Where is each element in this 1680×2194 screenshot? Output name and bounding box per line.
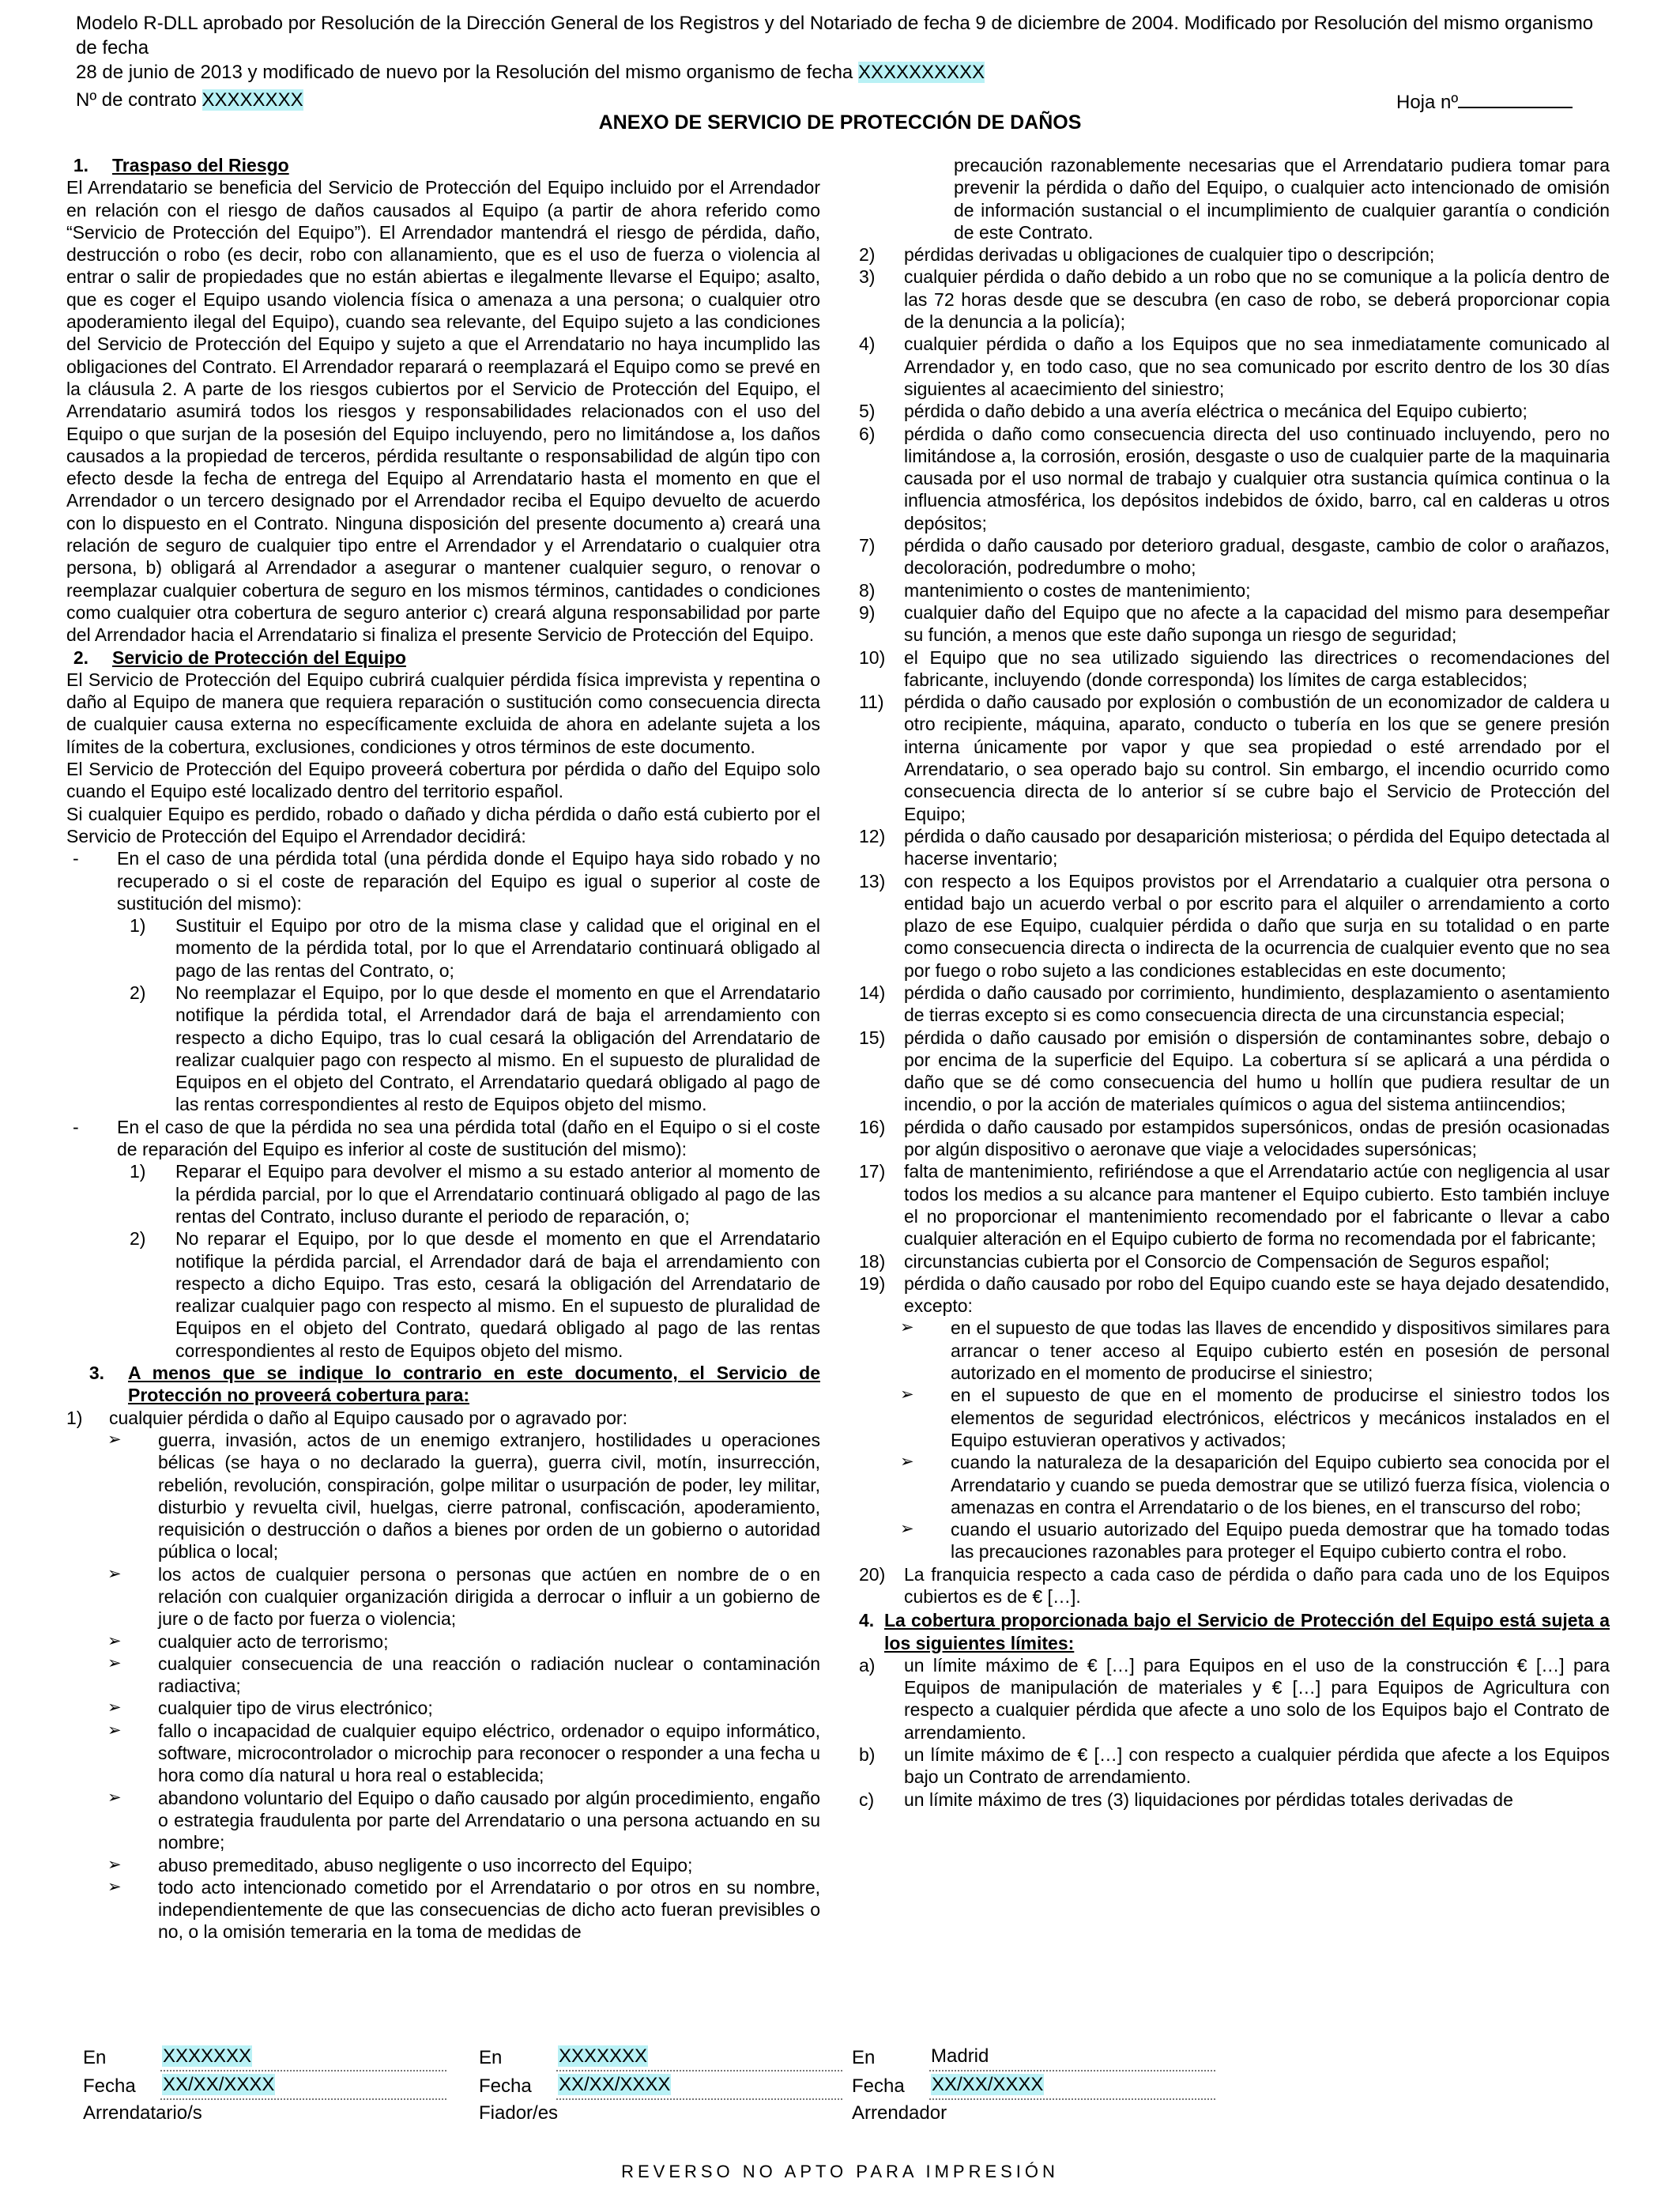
list-item (66, 1429, 820, 1563)
list-number: 1) (130, 1161, 146, 1182)
list-item (859, 1451, 1610, 1518)
list-item (859, 1027, 1610, 1116)
list-item (859, 266, 1610, 333)
section-1-heading (66, 154, 820, 176)
list-number: 19) (859, 1272, 886, 1294)
exclusion-numbered-list (859, 243, 1610, 1317)
list-item-text: en el supuesto de que en el momento de producirse el siniestro todos los elementos de seguridad electrónicos, eléctricos y mecánicos instalados en el Equipo estuvieran operativos y activados; (951, 1385, 1610, 1450)
place-label: En (852, 2047, 876, 2068)
list-item (66, 1160, 820, 1227)
list-item-text: mantenimiento o costes de mantenimiento; (904, 579, 1251, 601)
arrow-bullet-icon: ➢ (107, 1564, 122, 1583)
list-number: 14) (859, 982, 886, 1003)
list-item-text: circunstancias cubierta por el Consorcio de Compensación de Seguros español; (904, 1250, 1550, 1272)
dash-marker: - (73, 1116, 79, 1137)
list-item-text: fallo o incapacidad de cualquier equipo eléctrico, ordenador o equipo informático, software, microcontrolador o microchip para reconocer o responder a una fecha u hora como día natural u hora real o establecida; (158, 1720, 820, 1786)
list-item (859, 534, 1610, 579)
list-item-text: el Equipo que no sea utilizado siguiendo las directrices o recomendaciones del fabricante, incluyendo (donde corresponda) los límites de carga establecidos; (904, 647, 1610, 690)
list-item-text: guerra, invasión, actos de un enemigo extranjero, hostilidades u operaciones bélicas (se haya o no declarado la guerra), guerra civil, motín, insurrección, rebelión, revolución, conspiración, golpe militar o usurpación de poder, ley militar, disturbio y revuelta civil, huelgas, cierre patronal, confiscación, apoderamiento, requisición o destrucción o daños a bienes por orden de un gobierno o autoridad pública o local; (158, 1429, 820, 1563)
list-number: 2) (130, 982, 146, 1003)
limits-list (859, 1654, 1610, 1811)
section-4-heading (859, 1609, 1610, 1654)
list-item (66, 1854, 820, 1876)
list-number: 5) (859, 401, 876, 422)
list-item (66, 1630, 820, 1653)
document-title: ANEXO DE SERVICIO DE PROTECCIÓN DE DAÑOS (598, 111, 1082, 134)
dash-marker: - (73, 848, 79, 869)
list-number: 2) (130, 1228, 146, 1250)
list-item-text: No reemplazar el Equipo, por lo que desde el momento en que el Arrendatario notifique la pérdida total, el Arrendador dará de baja el arrendamiento con respecto a dicho Equipo, tras lo cual cesará la obligación del Arrendatario de realizar cualquier pago con respecto al mismo. En el supuesto de pluralidad de Equipos en el objeto del Contrato, el Arrendatario quedará obligado al pago de las rentas correspondientes al resto de Equipos objeto del mismo. (175, 982, 820, 1115)
list-number: 12) (859, 825, 886, 846)
arrow-bullet-icon: ➢ (107, 1877, 122, 1896)
left-column (66, 154, 820, 1988)
section-title: Servicio de Protección del Equipo (112, 647, 406, 668)
list-item-text: un límite máximo de € […] para Equipos en el uso de la construcción € […] para Equipos de manipulación de materiales y € […] para Equipos de Agricultura con respecto a cualquier pérdida que afecte a uno solo de los Equipos bajo el Contrato de arrendamiento. (904, 1654, 1610, 1743)
place-value: XXXXXXX (163, 2045, 252, 2067)
contract-value: XXXXXXXX (202, 89, 303, 111)
section-title: A menos que se indique lo contrario en este documento, el Servicio de Protección no proveerá cobertura para: (128, 1363, 820, 1406)
list-item (859, 1384, 1610, 1451)
list-number: 6) (859, 423, 876, 444)
list-item-text: todo acto intencionado cometido por el Arrendatario o por otros en su nombre, independientemente de que las consecuencias de dicho acto fueran previsibles o no, o la omisión temeraria en la toma de medidas de (158, 1876, 820, 1943)
contract-label: Nº de contrato (76, 89, 202, 111)
list-item-text: La franquicia respecto a cada caso de pérdida o daño para cada uno de los Equipos cubiertos es de € […]. (904, 1563, 1610, 1607)
place-value: Madrid (931, 2045, 989, 2067)
arrow-bullet-icon: ➢ (900, 1520, 914, 1539)
list-number: 11) (859, 692, 884, 713)
list-item-text: cuando la naturaleza de la desaparición del Equipo cubierto sea conocida por el Arrendatario y cuando se pueda demostrar que se utilizó fuerza física, violencia o amenazas en contra el Arrendatario o de los bienes, en el transcurso del robo; (951, 1452, 1610, 1517)
list-item-text: en el supuesto de que todas las llaves de encendido y dispositivos similares para arrancar o tener acceso al Equipo cubierto estén en posesión de personal autorizado en el momento de producirse el siniestro; (951, 1318, 1610, 1384)
header-date-placeholder: XXXXXXXXXX (857, 62, 985, 83)
date-field[interactable] (556, 2071, 842, 2100)
arrow-bullet-icon: ➢ (900, 1453, 914, 1472)
section-number: 3. (89, 1363, 104, 1384)
arrow-bullet-icon: ➢ (107, 1788, 122, 1807)
list-item-text: En el caso de que la pérdida no sea una pérdida total (daño en el Equipo o si el coste de reparación del Equipo es inferior al coste de sustitución del mismo): (117, 1116, 820, 1160)
list-item (859, 691, 1610, 825)
list-item (66, 1227, 820, 1362)
list-item-text: cualquier pérdida o daño debido a un robo que no se comunique a la policía dentro de las 72 horas desde que se descubra (en caso de robo, se deberá proporcionar copia de la denuncia a la policía); (904, 266, 1610, 333)
place-value: XXXXXXX (559, 2045, 648, 2067)
arrow-bullet-icon: ➢ (900, 1318, 914, 1337)
arrow-bullet-icon: ➢ (107, 1631, 122, 1650)
list-number: 2) (859, 244, 876, 266)
sheet-number (1396, 89, 1573, 114)
arrow-bullet-icon: ➢ (107, 1855, 122, 1874)
place-field[interactable] (929, 2043, 1215, 2071)
list-item-text: pérdida o daño causado por estampidos supersónicos, ondas de presión ocasionadas por algún dispositivo o aeronave que viaje a velocidades supersónicas; (904, 1116, 1610, 1160)
list-number: 1) (66, 1407, 83, 1428)
list-item-text: pérdidas derivadas u obligaciones de cualquier tipo o descripción; (904, 244, 1435, 266)
list-item-text: un límite máximo de € […] con respecto a cualquier pérdida que afecte a los Equipos bajo un Contrato de arrendamiento. (904, 1744, 1610, 1788)
list-item (859, 400, 1610, 422)
date-label: Fecha (479, 2075, 532, 2097)
list-item-text: pérdida o daño causado por explosión o combustión de un economizador de caldera u otro recipiente, máquina, aparato, conducto o tubería en los que se genere presión interna únicamente por vapor y que sea propiedad o esté arrendado por el Arrendatario, o sea operado bajo su control. Sin embargo, el incendio ocurrido como consecuencia directa de lo anterior sí se cubre bajo el Servicio de Protección del Equipo; (904, 692, 1610, 824)
list-item-text: Reparar el Equipo para devolver el mismo a su estado anterior al momento de la pérdida parcial, por lo que el Arrendatario continuará obligado al pago de las rentas del Contrato, incluso durante el periodo de reparación, o; (175, 1161, 820, 1227)
sheet-number-line (1458, 89, 1573, 108)
list-item-text: En el caso de una pérdida total (una pérdida donde el Equipo haya sido robado y no recuperado o si el coste de reparación del Equipo es igual o superior al coste de sustitución del mismo): (117, 848, 820, 914)
section-2-paragraph: El Servicio de Protección del Equipo cubrirá cualquier pérdida física imprevista y repentina o daño al Equipo de manera que requiera reparación o sustitución como consecuencia directa de cualquier causa externa no específicamente excluida de ahora en adelante sujeta a los límites de la cobertura, exclusiones, condiciones y otros términos de este documento. (66, 669, 820, 757)
arrow-bullet-icon: ➢ (900, 1385, 914, 1404)
list-item (66, 1653, 820, 1698)
list-number: 7) (859, 535, 876, 556)
list-item-text: cuando el usuario autorizado del Equipo pueda demostrar que ha tomado todas las precauciones razonables para proteger el Equipo cubierto contra el robo. (951, 1519, 1610, 1563)
list-letter: c) (859, 1789, 875, 1810)
list-item (859, 333, 1610, 400)
exclusion-bullet-list (66, 1429, 820, 1943)
list-item-text: No reparar el Equipo, por lo que desde el momento en que el Arrendatario notifique la pérdida parcial, el Arrendador dará de baja el arrendamiento con respecto a dicho Equipo. Tras esto, cesará la obligación del Arrendatario de realizar cualquier pago con respecto al mismo. En el supuesto de pluralidad de Equipos en el objeto del Contrato, quedará obligado al pago de las rentas correspondientes al resto de Equipos objeto del mismo. (175, 1228, 820, 1361)
date-value: XX/XX/XXXX (163, 2074, 275, 2095)
list-item-text: pérdida o daño causado por corrimiento, hundimiento, desplazamiento o asentamiento de tierras excepto si es como consecuencia directa de una circunstancia especial; (904, 982, 1610, 1026)
place-field[interactable] (556, 2043, 842, 2071)
list-item (859, 1272, 1610, 1318)
header-line-2: 28 de junio de 2013 y modificado de nuevo por la Resolución del mismo organismo de fecha (76, 62, 858, 83)
list-item-text: abuso premeditado, abuso negligente o uso incorrecto del Equipo; (158, 1854, 693, 1875)
list-item (66, 914, 820, 982)
list-item (66, 847, 820, 914)
list-number: 15) (859, 1027, 886, 1048)
section-1-text: El Arrendatario se beneficia del Servicio de Protección del Equipo incluido por el Arrendador en relación con el riesgo de daños causados al Equipo (a partir de ahora referido como “Servicio de Protección del Equipo”). El Arrendador mantendrá el riesgo de pérdida, daño, destrucción o robo (es decir, robo con allanamiento, que es el uso de fuerza o violencia al entrar o salir de propiedades que no están abiertas e ilegalmente llevarse el Equipo; asalto, que es coger el Equipo usando violencia física o amenaza a una persona; o cualquier otro apoderamiento ilegal del Equipo), cuando sea relevante, del Equipo sujeto a las condiciones del Servicio de Protección del Equipo y sujeto a que el Arrendatario no haya incumplido las obligaciones del Contrato. El Arrendador reparará o reemplazará el Equipo como se prevé en la cláusula 2. A parte de los riesgos cubiertos por el Servicio de Protección del Equipo, el Arrendatario asumirá todos los riesgos y responsabilidades relacionados con el uso del Equipo o que surjan de la posesión del Equipo incluyendo, pero no limitándose a, los daños causados a la propiedad de terceros, pérdida resultante o responsabilidad de algún tipo con efecto desde la fecha de entrega del Equipo al Arrendatario hasta el momento en que el Arrendador o un tercero designado por el Arrendador reciba el Equipo devuelto de acuerdo con lo dispuesto en el Contrato. Ninguna disposición del presente documento a) creará una relación de seguro de cualquier tipo entre el Arrendador y el Arrendatario o cualquier otra persona, b) obligará al Arrendador a asegurar o mantener cualquier seguro, o renovar o reemplazar cualquier cobertura de seguro en los mismos términos, cantidades o condiciones como cualquier otra cobertura de seguro anterior c) creará alguna responsabilidad por parte del Arrendador hacia el Arrendatario si finaliza el presente Servicio de Protección del Equipo. (66, 177, 820, 646)
date-label: Fecha (852, 2075, 905, 2097)
date-field[interactable] (929, 2071, 1215, 2100)
list-item-text: falta de mantenimiento, refiriéndose a que el Arrendatario actúe con negligencia al usar todos los medios a su alcance para mantener el Equipo cubierto. Esto también incluye el no proporcionar el mantenimiento recomendado por el fabricante o llevar a cabo cualquier alteración en el Equipo cubierto de forma no recomendada por el fabricante; (904, 1161, 1610, 1250)
section-title: Traspaso del Riesgo (112, 155, 289, 175)
date-value: XX/XX/XXXX (559, 2074, 671, 2095)
list-item-text: cualquier consecuencia de una reacción o radiación nuclear o contaminación radiactiva; (158, 1653, 820, 1697)
list-item-text: pérdida o daño causado por robo del Equipo cuando este se haya dejado desatendido, excepto: (904, 1272, 1610, 1317)
list-item (859, 1744, 1610, 1789)
list-item (66, 1116, 820, 1161)
list-item-text: pérdida o daño como consecuencia directa del uso continuado incluyendo, pero no limitándose a, la corrosión, erosión, desgaste o uso de cualquier parte de la maquinaria causada por el uso normal de trabajo y cualquier otra sustancia química continua o la influencia atmosférica, los depósitos indebidos de óxido, barro, cal en calderas u otros depósitos; (904, 423, 1610, 533)
list-number: 10) (859, 647, 886, 668)
list-number: 20) (859, 1563, 886, 1585)
footer-notice: REVERSO NO APTO PARA IMPRESIÓN (621, 2162, 1059, 2181)
section-number: 1. (73, 155, 89, 175)
list-number: 9) (859, 601, 876, 623)
date-label: Fecha (83, 2075, 136, 2097)
arrow-bullet-icon: ➢ (107, 1721, 122, 1740)
list-number: 4) (859, 334, 876, 355)
section-2-paragraph: El Servicio de Protección del Equipo proveerá cobertura por pérdida o daño del Equipo solo cuando el Equipo esté localizado dentro del territorio español. (66, 759, 820, 802)
list-item (859, 1563, 1610, 1608)
section-3-heading (66, 1362, 820, 1407)
list-item-text: Sustituir el Equipo por otro de la misma clase y calidad que el original en el momento de la pérdida total, por lo que el Arrendatario continuará obligado al pago de las rentas del Contrato, o; (175, 915, 820, 981)
list-item (859, 601, 1610, 647)
list-number: 16) (859, 1116, 886, 1137)
list-item-text: pérdida o daño causado por emisión o dispersión de contaminantes sobre, debajo o por encima de la superficie del Equipo. La cobertura sí se aplicará a una pérdida o daño que se dé como consecuencia del humo u hollín que pudiera resultar de un incendio, o por la acción de materiales químicos o agua del sistema antiincendios; (904, 1027, 1610, 1115)
list-number: 18) (859, 1250, 886, 1272)
list-item (66, 1720, 820, 1787)
header-line-1: Modelo R-DLL aprobado por Resolución de la Dirección General de los Registros y del Notariado de fecha 9 de diciembre de 2004. Modificado por Resolución del mismo organismo de fecha (76, 13, 1594, 58)
list-item-text: los actos de cualquier persona o personas que actúen en nombre de o en relación con cualquier organización dirigida a derrocar o influir a un gobierno de jure o de facto por fuerza o violencia; (158, 1563, 820, 1630)
list-item (859, 243, 1610, 266)
list-item (859, 1654, 1610, 1744)
signature-block-guarantor (479, 2043, 842, 2127)
contract-number (76, 89, 303, 111)
list-number: 8) (859, 579, 876, 601)
list-item (859, 825, 1610, 870)
theft-exceptions-list (859, 1317, 1610, 1563)
list-item (66, 1787, 820, 1854)
date-field[interactable] (160, 2071, 446, 2100)
list-item-text: un límite máximo de tres (3) liquidaciones por pérdidas totales derivadas de (904, 1789, 1513, 1810)
arrow-bullet-icon: ➢ (107, 1430, 122, 1449)
list-item-text: pérdida o daño debido a una avería eléctrica o mecánica del Equipo cubierto; (904, 401, 1527, 422)
section-title: La cobertura proporcionada bajo el Servicio de Protección del Equipo está sujeta a los siguientes límites: (884, 1610, 1610, 1653)
signer-role: Fiador/es (479, 2102, 559, 2124)
list-item (66, 1407, 820, 1429)
section-2-heading (66, 647, 820, 669)
continued-text: precaución razonablemente necesarias que el Arrendatario pudiera tomar para prevenir la pérdida o daño del Equipo, o cualquier acto intencionado de omisión de información sustancial o el incumplimiento de cualquier garantía o condición de este Contrato. (954, 155, 1610, 243)
place-label: En (83, 2047, 107, 2068)
list-item (859, 1317, 1610, 1384)
document-header (76, 11, 1607, 85)
list-item-text: cualquier daño del Equipo que no afecte a la capacidad del mismo para desempeñar su función, a menos que este daño suponga un riesgo de seguridad; (904, 601, 1610, 646)
list-item (859, 1116, 1610, 1161)
date-value: XX/XX/XXXX (932, 2074, 1044, 2095)
list-item (859, 1518, 1610, 1563)
list-number: 3) (859, 266, 876, 288)
sheet-label: Hoja nº (1396, 92, 1459, 113)
list-item-text: cualquier tipo de virus electrónico; (158, 1698, 433, 1719)
list-item-text: pérdida o daño causado por deterioro gradual, desgaste, cambio de color o arañazos, decoloración, podredumbre o moho; (904, 535, 1610, 579)
list-item (859, 1160, 1610, 1250)
list-item (859, 870, 1610, 982)
section-number: 2. (73, 647, 89, 668)
list-letter: a) (859, 1654, 876, 1676)
list-item-text: pérdida o daño causado por desaparición misteriosa; o pérdida del Equipo detectada al hacerse inventario; (904, 825, 1610, 869)
list-item (859, 579, 1610, 601)
list-item (66, 1563, 820, 1630)
section-2-paragraph: Si cualquier Equipo es perdido, robado o dañado y dicha pérdida o daño está cubierto por el Servicio de Protección del Equipo el Arrendador decidirá: (66, 803, 820, 846)
section-number: 4. (859, 1610, 875, 1631)
list-letter: b) (859, 1744, 876, 1766)
list-item (859, 1250, 1610, 1272)
list-number: 13) (859, 870, 886, 892)
list-item (859, 423, 1610, 534)
list-item (859, 982, 1610, 1027)
list-number: 1) (130, 915, 146, 937)
list-item (66, 1697, 820, 1719)
list-item (66, 1876, 820, 1943)
signer-role: Arrendatario/s (83, 2102, 202, 2124)
list-item (66, 982, 820, 1116)
list-item (859, 647, 1610, 692)
signature-block-lessee (83, 2043, 446, 2127)
list-item-text: cualquier pérdida o daño al Equipo causado por o agravado por: (109, 1407, 627, 1428)
arrow-bullet-icon: ➢ (107, 1698, 122, 1717)
list-number: 17) (859, 1161, 886, 1182)
arrow-bullet-icon: ➢ (107, 1653, 122, 1672)
list-item-text: cualquier pérdida o daño a los Equipos que no sea inmediatamente comunicado al Arrendador y, en todo caso, que no sea comunicado por escrito dentro de los 30 días siguientes al acaecimiento del siniestro; (904, 334, 1610, 399)
list-item-text: abandono voluntario del Equipo o daño causado por algún procedimiento, engaño o estrategia fraudulenta por parte del Arrendatario o una persona actuando en su nombre; (158, 1787, 820, 1853)
signer-role: Arrendador (852, 2102, 947, 2124)
place-label: En (479, 2047, 503, 2068)
list-item (859, 1789, 1610, 1811)
list-item-text: cualquier acto de terrorismo; (158, 1630, 389, 1652)
list-item-text: con respecto a los Equipos provistos por el Arrendatario a cualquier otra persona o entidad bajo un acuerdo verbal o por escrito para el alquiler o arrendamiento a corto plazo de ese Equipo, cualquier pérdida o daño que surja en su totalidad o en parte como consecuencia directa o indirecta de la ocurrencia de cualquier evento que no sea por fuego o robo sujeto a las condiciones establecidas en este documento; (904, 870, 1610, 981)
right-column (859, 154, 1610, 1988)
place-field[interactable] (160, 2043, 446, 2071)
signature-block-lessor (852, 2043, 1215, 2127)
